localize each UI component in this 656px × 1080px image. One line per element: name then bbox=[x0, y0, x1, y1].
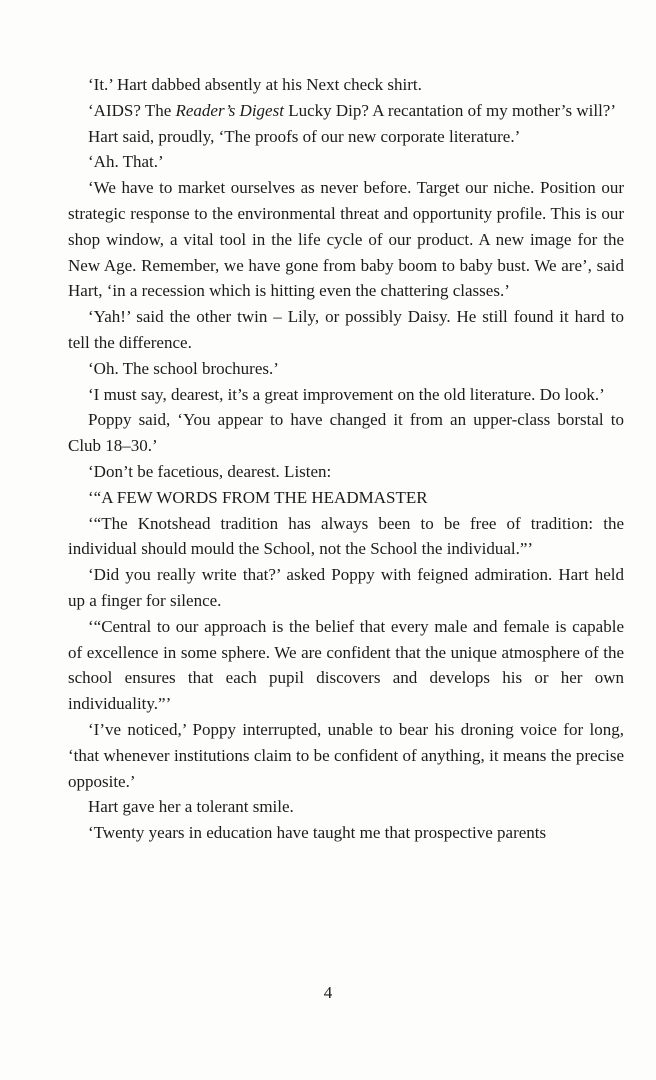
paragraph: ‘Ah. That.’ bbox=[88, 152, 164, 172]
paragraph: Hart said, proudly, ‘The proofs of our new corporate literature.’ bbox=[88, 126, 521, 146]
paragraph bbox=[68, 98, 624, 124]
paragraph: ‘“The Knotshead tradition has always been to be free of tradition: the individual should mould the School, not the School the individual.”’ bbox=[68, 513, 624, 559]
paragraph: ‘Twenty years in education have taught me that prospective parents bbox=[88, 823, 547, 843]
paragraph: ‘“Central to our approach is the belief that every male and female is capable of excellence in some sphere. We are confident that the unique atmosphere of the school ensures that each pupil discovers and develops his or her own individuality.”’ bbox=[68, 616, 624, 714]
paragraph: ‘Oh. The school brochures.’ bbox=[88, 358, 279, 378]
paragraph: ‘Don’t be facetious, dearest. Listen: bbox=[88, 461, 332, 481]
italic-title: Reader’s Digest bbox=[175, 100, 284, 120]
paragraph: ‘We have to market ourselves as never before. Target our niche. Position our strategic response to the environmental threat and opportunity profile. This is our shop window, a vital tool in the life cycle of our product. A new image for the New Age. Remember, we have gone from baby boom to baby bust. We are’, said Hart, ‘in a recession which is hitting even the chattering classes.’ bbox=[68, 178, 624, 301]
paragraph: ‘Did you really write that?’ asked Poppy with feigned admiration. Hart held up a finger for silence. bbox=[68, 565, 624, 610]
page-number: 4 bbox=[323, 983, 333, 1002]
paragraph: ‘“A FEW WORDS FROM THE HEADMASTER bbox=[88, 487, 428, 507]
paragraph: ‘It.’ Hart dabbed absently at his Next check shirt. bbox=[88, 75, 422, 94]
paragraph: Hart gave her a tolerant smile. bbox=[88, 797, 294, 817]
paragraph: Poppy said, ‘You appear to have changed it from an upper-class borstal to Club 18–30.’ bbox=[68, 410, 624, 456]
text-run: Lucky Dip? A recantation of my mother’s will?’ bbox=[283, 100, 617, 120]
paragraph: ‘I must say, dearest, it’s a great improvement on the old literature. Do look.’ bbox=[88, 384, 605, 404]
text-run: ‘AIDS? The bbox=[88, 100, 176, 120]
body-text bbox=[68, 72, 624, 846]
paragraph: ‘Yah!’ said the other twin – Lily, or possibly Daisy. He still found it hard to tell the difference. bbox=[68, 307, 624, 352]
paragraph: ‘I’ve noticed,’ Poppy interrupted, unable to bear his droning voice for long, ‘that whenever institutions claim to be confident of anything, it means the precise opposite.’ bbox=[68, 719, 624, 791]
